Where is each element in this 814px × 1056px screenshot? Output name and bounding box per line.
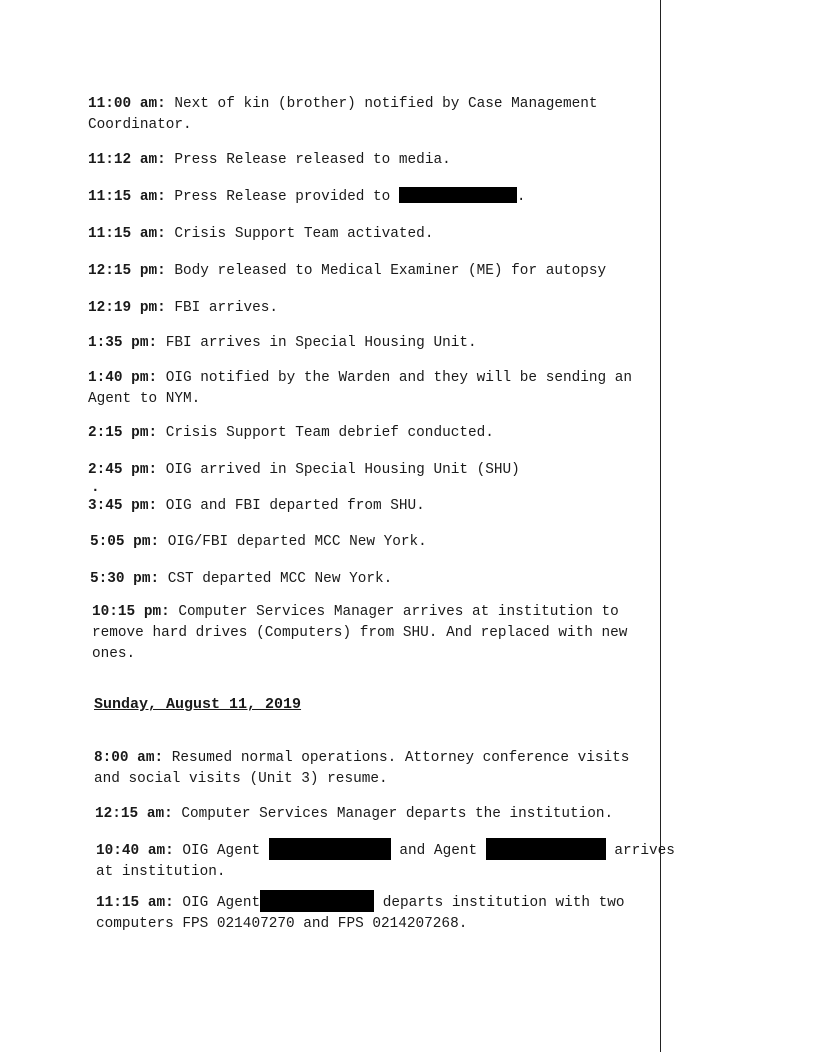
date-heading: Sunday, August 11, 2019 <box>94 696 302 713</box>
entry-530: 5:30 pm: CST departed MCC New York. <box>90 571 393 587</box>
redaction-block <box>269 838 391 860</box>
entry-1115-press: 11:15 am: Press Release provided to . <box>88 189 526 205</box>
entry-140: 1:40 pm: OIG notified by the Warden and they will be sending an Agent to NYM. <box>88 370 633 407</box>
redaction-block <box>260 890 374 912</box>
entry-245: 2:45 pm: OIG arrived in Special Housing Unit (SHU) <box>88 462 520 478</box>
entry-1100: 11:00 am: Next of kin (brother) notified by Case Management Coordinator. <box>88 96 598 133</box>
redaction-block <box>399 187 517 203</box>
stray-mark: . <box>91 480 100 496</box>
entry-1115am: 11:15 am: OIG Agent departs institution with two computers FPS 021407270 and FPS 0214207268. <box>96 890 625 935</box>
entry-1215: 12:15 pm: Body released to Medical Examiner (ME) for autopsy <box>88 263 607 279</box>
entry-1112: 11:12 am: Press Release released to media. <box>88 152 451 168</box>
entry-1219: 12:19 pm: FBI arrives. <box>88 300 279 316</box>
entry-1015: 10:15 pm: Computer Services Manager arrives at institution to remove hard drives (Computers) from SHU. And replaced with new ones. <box>92 604 628 662</box>
entry-1115-cst: 11:15 am: Crisis Support Team activated. <box>88 226 434 242</box>
entry-1040: 10:40 am: OIG Agent and Agent arrives at institution. <box>96 838 675 883</box>
entry-345: 3:45 pm: OIG and FBI departed from SHU. <box>88 498 425 514</box>
entry-1215am: 12:15 am: Computer Services Manager departs the institution. <box>95 806 614 822</box>
entry-215: 2:15 pm: Crisis Support Team debrief conducted. <box>88 425 494 441</box>
redaction-block <box>486 838 606 860</box>
entry-800: 8:00 am: Resumed normal operations. Attorney conference visits and social visits (Unit 3) resume. <box>94 750 630 787</box>
vertical-scan-line <box>660 0 661 1052</box>
entry-135: 1:35 pm: FBI arrives in Special Housing Unit. <box>88 335 477 351</box>
entry-505: 5:05 pm: OIG/FBI departed MCC New York. <box>90 534 427 550</box>
